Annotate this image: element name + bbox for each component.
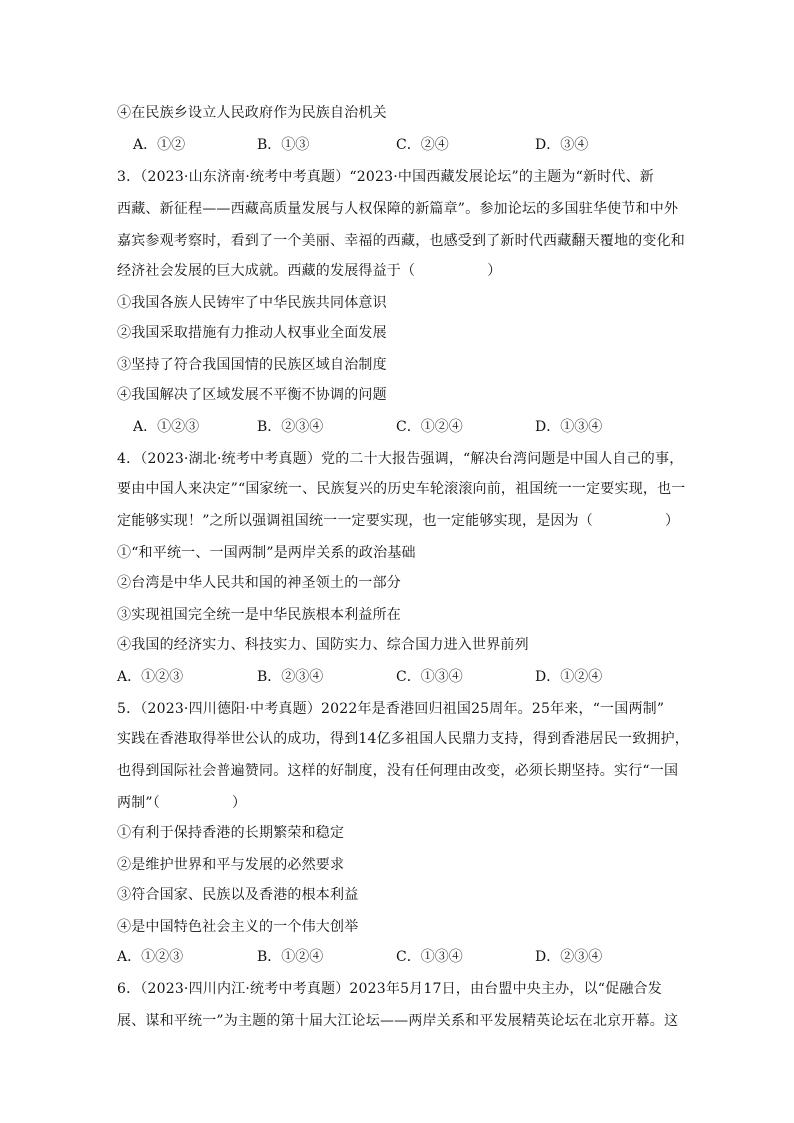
q4-item-3: ③实现祖国完全统一是中华民族根本利益所在 [117,607,401,623]
q4-item-1: ①“和平统一、一国两制”是两岸关系的政治基础 [117,545,416,561]
option-b[interactable]: B．②③④ [257,669,324,685]
q4-item-2: ②台湾是中华人民共和国的神圣领土的一部分 [117,575,401,591]
option-a[interactable]: A．①② [133,137,186,153]
option-d[interactable]: D．①③④ [535,419,603,435]
q5-item-4: ④是中国特色社会主义的一个伟大创举 [117,919,359,935]
option-a[interactable]: A．①②③ [133,419,200,435]
q5-item-1: ①有利于保持香港的长期繁荣和稳定 [117,825,345,841]
q4-item-4: ④我国的经济实力、科技实力、国防实力、综合国力进入世界前列 [117,637,529,653]
q3-item-2: ②我国采取措施有力推动人权事业全面发展 [117,325,387,341]
q4-stem-line-1: 4．（2023·湖北·统考中考真题）党的二十大报告强调，“解决台湾问题是中国人自己的事， [117,451,684,467]
q5-stem-line-2: 实践在香港取得举世公认的成功，得到14亿多祖国人民鼎力支持，得到香港居民一致拥护， [117,731,690,747]
q5-stem-text: 两制”（ [117,795,160,811]
q5-item-2: ②是维护世界和平与发展的必然要求 [117,857,345,873]
option-c[interactable]: C．②④ [396,137,449,153]
q3-stem-line-3: 嘉宾参观考察时，看到了一个美丽、幸福的西藏，也感受到了新时代西藏翻天覆地的变化和 [117,233,685,249]
q3-item-4: ④我国解决了区域发展不平衡不协调的问题 [117,387,387,403]
q3-stem-line-4 [117,262,501,280]
option-d[interactable]: D．③④ [535,137,589,153]
q6-stem-line-1: 6．（2023·四川内江·统考中考真题）2023年5月17日，由台盟中央主办，以“促融合发 [117,981,662,997]
prev-item-4: ④在民族乡设立人民政府作为民族自治机关 [117,105,387,121]
option-b[interactable]: B．②③④ [257,419,324,435]
q5-stem-line-3: 也得到国际社会普遍赞同。这样的好制度，没有任何理由改变，必须长期坚持。实行“一国 [117,763,679,779]
q5-item-3: ③符合国家、民族以及香港的根本利益 [117,887,359,903]
q4-paren-close: ） [664,513,680,529]
option-b[interactable]: B．①②④ [257,949,324,965]
q3-stem-text: 经济社会发展的巨大成就。西藏的发展得益于（ [117,263,416,279]
option-a[interactable]: A．①②③ [117,949,184,965]
q3-stem-line-2: 西藏、新征程——西藏高质量发展与人权保障的新篇章”。参加论坛的多国驻华使节和中外 [117,201,679,217]
option-c[interactable]: C．①②④ [396,419,463,435]
q5-paren-close: ） [231,795,247,811]
q4-stem-text: 定能够实现！”之所以强调祖国统一一定要实现，也一定能够实现，是因为（ [117,513,593,529]
option-d[interactable]: D．①②④ [535,669,603,685]
q5-stem-line-1: 5．（2023·四川德阳·中考真题）2022年是香港回归祖国25周年。25年来，“一国两制” [117,701,665,717]
q6-stem-line-2: 展、谋和平统一”为主题的第十届大江论坛——两岸关系和平发展精英论坛在北京开幕。这 [117,1013,679,1029]
q3-item-3: ③坚持了符合我国国情的民族区域自治制度 [117,357,387,373]
q5-stem-line-4 [117,794,246,812]
option-a[interactable]: A．①②③ [117,669,184,685]
q4-stem-line-3 [117,512,679,530]
option-d[interactable]: D．②③④ [535,949,603,965]
option-c[interactable]: C．①③④ [396,669,463,685]
q3-paren-close: ） [487,263,502,279]
q3-stem-line-1: 3．（2023·山东济南·统考中考真题）“2023·中国西藏发展论坛”的主题为“新时代、新 [117,169,654,185]
option-c[interactable]: C．①③④ [396,949,463,965]
option-b[interactable]: B．①③ [257,137,310,153]
q3-item-1: ①我国各族人民铸牢了中华民族共同体意识 [117,295,387,311]
q4-stem-line-2: 要由中国人来决定”“国家统一、民族复兴的历史车轮滚滚向前，祖国统一一定要实现，也一 [117,481,686,497]
